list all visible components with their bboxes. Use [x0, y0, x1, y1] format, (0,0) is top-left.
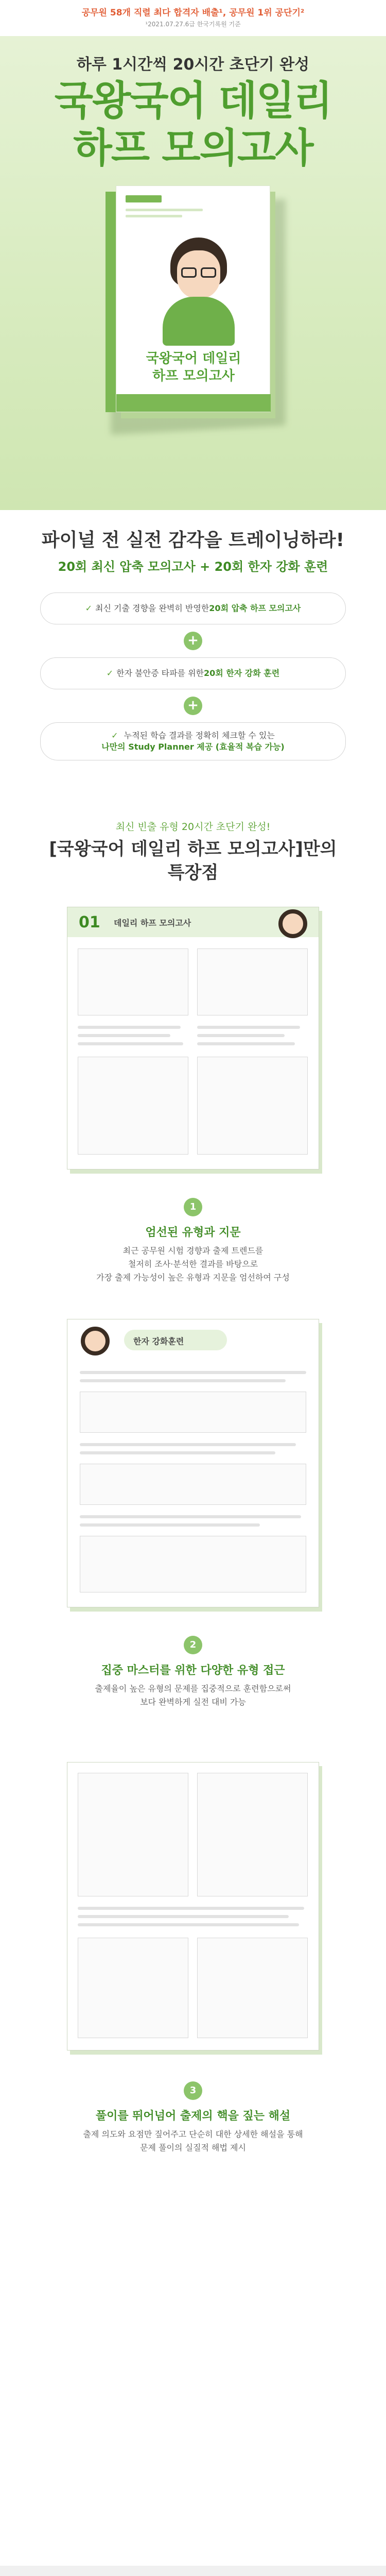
hero-top-line: 공무원 58개 직렬 최다 합격자 배출¹, 공무원 1위 공단기²	[81, 8, 305, 18]
intro-feature-row	[40, 657, 346, 689]
tutor-illustration-body	[163, 297, 235, 346]
sample-text-line	[78, 1026, 181, 1029]
sample-text-line	[80, 1523, 260, 1527]
feature-desc-line: 가장 출제 가능성이 높은 유형과 지문을 엄선하여 구성	[96, 1273, 290, 1282]
feature-number-badge: 1	[184, 1198, 202, 1216]
intro-feature-row	[40, 592, 346, 624]
plus-icon: +	[184, 632, 202, 650]
hero-subtitle: 하루 1시간씩 20시간 초단기 완성	[76, 56, 310, 74]
glasses-icon	[181, 267, 197, 278]
sample-text-line	[197, 1026, 300, 1029]
sample-text-line	[78, 1034, 170, 1037]
sample-text-line	[80, 1371, 306, 1374]
intro-feature-highlight: 20회 압축 하프 모의고사	[209, 603, 301, 613]
special-heading-line2: 특장점	[167, 862, 219, 883]
special-heading	[0, 837, 386, 885]
intro-heading: 파이널 전 실전 감각을 트레이닝하라!	[41, 530, 345, 551]
sample-answer-box	[78, 1938, 188, 2038]
feature-number-badge: 2	[184, 1636, 202, 1654]
sample-question-box	[197, 948, 308, 1015]
book-cover-image	[116, 185, 270, 412]
feature-desc-line: 출제율이 높은 유형의 문제를 집중적으로 훈련함으로써	[95, 1684, 291, 1693]
check-icon: ✓	[85, 603, 93, 613]
hero-top-note: ¹2021.07.27.6급 한국기록원 기준	[145, 21, 241, 28]
sample-text-line	[80, 1451, 275, 1454]
plus-icon: +	[184, 697, 202, 715]
feature-desc-line: 철저히 조사·분석한 결과를 바탕으로	[128, 1259, 258, 1269]
tutor-avatar	[278, 909, 307, 938]
intro-feature-highlight: 나만의 Study Planner 제공 (효율적 복습 가능)	[101, 742, 285, 752]
sample-question-box	[80, 1464, 306, 1505]
feature-desc	[0, 1244, 386, 1284]
sample-question-box	[80, 1392, 306, 1433]
special-tag: 최신 빈출 유형 20시간 초단기 완성!	[115, 821, 271, 833]
feature-number-badge: 3	[184, 2081, 202, 2100]
book-brand-mark	[126, 195, 162, 202]
sample-question-box	[78, 948, 188, 1015]
check-icon: ✓	[111, 731, 118, 740]
intro-feature-highlight: 20회 한자 강화 훈련	[204, 668, 280, 678]
special-heading-line1: [국왕국어 데일리 하프 모의고사]만의	[49, 839, 337, 859]
sample-text-line	[78, 1915, 289, 1918]
intro-feature-text: 한자 불안증 타파를 위한	[116, 668, 204, 678]
sample-page-label: 데일리 하프 모의고사	[114, 918, 191, 928]
hero-title-line2: 하프 모의고사	[73, 125, 313, 172]
curriculum-section	[0, 2566, 386, 2576]
feature-desc-line: 보다 완벽하게 실전 대비 가능	[140, 1697, 246, 1707]
sample-page-card	[67, 907, 319, 1170]
book-cover-line	[126, 209, 203, 211]
intro-highlight: 20회 최신 압축 모의고사 + 20회 한자 강화 훈련	[58, 560, 328, 574]
book-cover-line	[126, 215, 182, 217]
feature-desc-line: 문제 풀이의 실질적 해법 제시	[140, 2143, 246, 2153]
book-spine	[106, 192, 117, 412]
sample-text-line	[197, 1034, 285, 1037]
sample-page-card	[67, 1762, 319, 2050]
book-cover-title-line1: 국왕국어 데일리	[146, 351, 241, 366]
sample-page-header	[124, 1330, 227, 1350]
feature-title: 집중 마스터를 위한 다양한 유형 접근	[101, 1664, 285, 1677]
intro-feature-row	[40, 722, 346, 760]
book-cover-title	[116, 350, 271, 385]
sample-text-line	[80, 1379, 286, 1382]
sample-answer-box	[197, 1938, 308, 2038]
feature-desc	[0, 1682, 386, 1709]
sample-page-label: 한자 강화훈련	[133, 1336, 184, 1346]
sample-question-box	[197, 1057, 308, 1155]
feature-desc-line: 최근 공무원 시험 경향과 출제 트렌드를	[122, 1246, 264, 1256]
book-cover-title-line2: 하프 모의고사	[152, 368, 235, 384]
feature-title: 엄선된 유형과 지문	[145, 1226, 241, 1239]
hero-title-line1: 국왕국어 데일리	[54, 78, 332, 124]
feature-desc-line: 출제 의도와 요점만 짚어주고 단순히 대한 상세한 해설을 통해	[83, 2129, 303, 2139]
feature-title: 풀이를 뛰어넘어 출제의 핵을 짚는 해설	[95, 2110, 291, 2123]
check-icon: ✓	[106, 668, 114, 678]
sample-page-number: 01	[79, 913, 100, 931]
sample-text-line	[197, 1042, 295, 1045]
tutor-avatar	[81, 1327, 110, 1355]
hero-top-banner	[0, 0, 386, 36]
glasses-icon	[201, 267, 216, 278]
sample-text-line	[78, 1907, 304, 1910]
sample-text-line	[78, 1923, 299, 1926]
sample-page-card	[67, 1319, 319, 1607]
sample-text-line	[78, 1042, 183, 1045]
book-cover-stripe	[116, 394, 271, 412]
sample-text-line	[80, 1443, 296, 1446]
sample-answer-box	[78, 1773, 188, 1896]
sample-text-line	[80, 1515, 301, 1518]
feature-desc	[0, 2128, 386, 2155]
sample-answer-box	[197, 1773, 308, 1896]
intro-feature-text: 최신 기출 경향을 완벽히 반영한	[95, 603, 209, 613]
hero-title	[0, 77, 386, 172]
hero-section	[0, 0, 386, 510]
sample-question-box	[80, 1536, 306, 1592]
sample-question-box	[78, 1057, 188, 1155]
intro-feature-text: 누적된 학습 결과를 정확히 체크할 수 있는	[124, 731, 275, 740]
